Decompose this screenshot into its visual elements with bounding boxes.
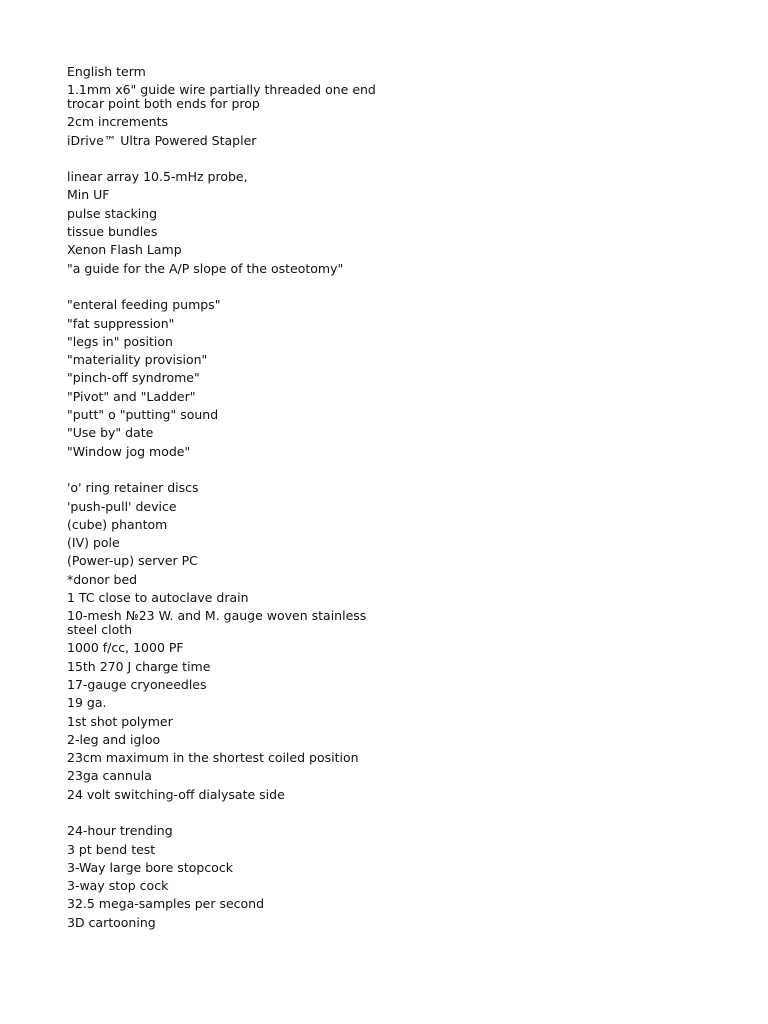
list-item: 10-mesh №23 W. and M. gauge woven stainless steel cloth (67, 608, 367, 638)
list-item: 1.1mm x6" guide wire partially threaded one end trocar point both ends for prop (67, 82, 376, 112)
list-item: 23cm maximum in the shortest coiled position (67, 750, 359, 766)
list-item: 3 pt bend test (67, 841, 156, 857)
list-item: "Use by" date (67, 425, 154, 441)
list-item: *donor bed (67, 571, 138, 587)
list-item: (cube) phantom (67, 516, 168, 532)
list-item: "Window jog mode" (67, 443, 191, 459)
list-item: Xenon Flash Lamp (67, 242, 182, 258)
list-item: (Power-up) server PC (67, 553, 198, 569)
list-item: "putt" o "putting" sound (67, 407, 219, 423)
term-list (67, 63, 387, 932)
list-item: 1 TC close to autoclave drain (67, 590, 249, 606)
list-item: "Pivot" and "Ladder" (67, 388, 196, 404)
list-item: 19 ga. (67, 695, 107, 711)
list-item: "pinch-off syndrome" (67, 370, 200, 386)
list-item: 23ga cannula (67, 768, 152, 784)
list-item: 1000 f/cc, 1000 PF (67, 640, 184, 656)
list-item: 'push-pull' device (67, 498, 177, 514)
list-item: English term (67, 64, 146, 79)
list-item: iDrive™ Ultra Powered Stapler (67, 132, 257, 148)
list-item: "enteral feeding pumps" (67, 297, 221, 313)
list-item: 3-way stop cock (67, 878, 169, 894)
list-item: 2cm increments (67, 114, 169, 130)
list-item: tissue bundles (67, 224, 158, 240)
list-item: 17-gauge cryoneedles (67, 676, 207, 692)
list-item: pulse stacking (67, 205, 158, 221)
list-item: 'o' ring retainer discs (67, 480, 199, 496)
list-item: linear array 10.5-mHz probe, (67, 169, 248, 185)
list-item: 2-leg and igloo (67, 731, 161, 747)
list-item: 15th 270 J charge time (67, 658, 211, 674)
list-item: "materiality provision" (67, 352, 208, 368)
list-item: 32.5 mega-samples per second (67, 896, 265, 912)
list-item: "fat suppression" (67, 315, 175, 331)
list-item: 24-hour trending (67, 823, 173, 839)
list-item: 3D cartooning (67, 914, 156, 930)
list-item: 1st shot polymer (67, 713, 173, 729)
list-item: 3-Way large bore stopcock (67, 859, 233, 875)
list-item: (IV) pole (67, 535, 120, 551)
list-item: Min UF (67, 187, 110, 203)
list-item: 24 volt switching-off dialysate side (67, 786, 285, 802)
list-item: "a guide for the A/P slope of the osteotomy" (67, 260, 344, 276)
list-item: "legs in" position (67, 333, 173, 349)
